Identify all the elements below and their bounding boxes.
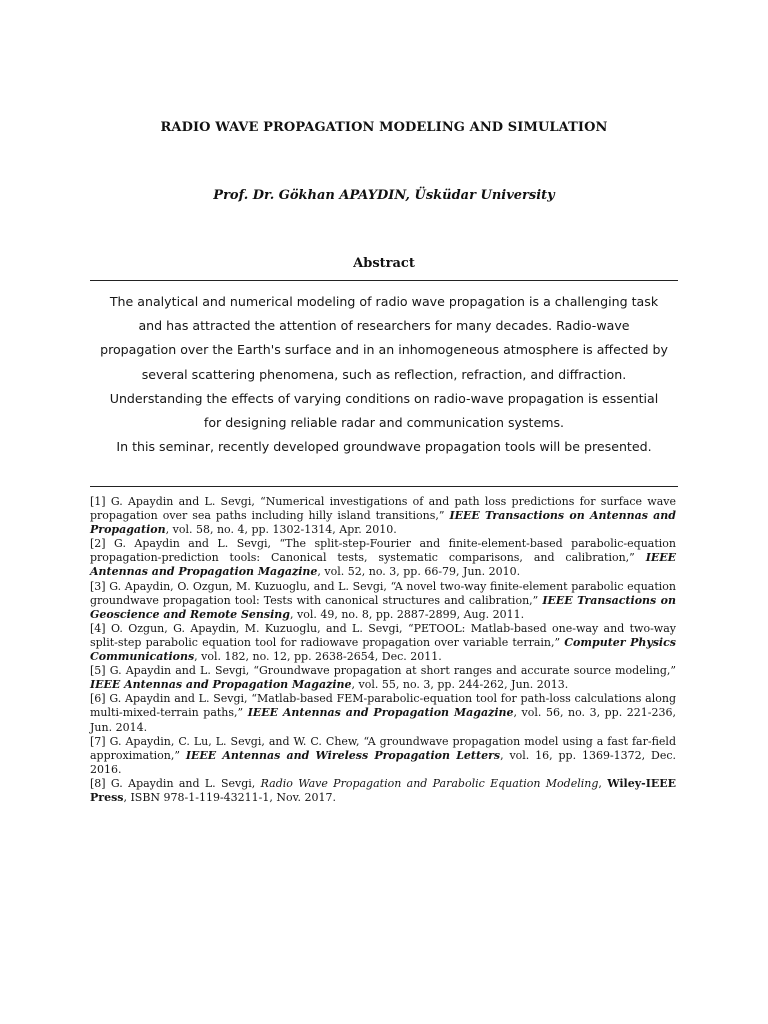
abstract-line: In this seminar, recently developed groundwave propagation tools will be presented. [116,439,652,455]
reference-item-3 [90,580,676,622]
reference-citation: [1] G. Apaydin and L. Sevgi, “Numerical investigations of and path loss predictions for surface wave propagation over sea paths including hilly island transitions,” [90,495,676,523]
reference-details: , vol. 52, no. 3, pp. 66-79, Jun. 2010. [317,565,521,579]
reference-separator: , [598,776,608,790]
references-top-divider [90,486,678,487]
abstract-body [88,290,680,459]
reference-item-7 [90,735,676,777]
reference-publisher: Wiley-IEEE Press [90,776,676,804]
abstract-line: for designing reliable radar and communication systems. [203,415,565,431]
reference-citation: [6] G. Apaydin and L. Sevgi, “Matlab-based FEM-parabolic-equation tool for path-loss calculations along multi-mixed-terrain paths,” [90,692,676,720]
abstract-line: The analytical and numerical modeling of radio wave propagation is a challenging task [109,294,659,309]
reference-details: , vol. 56, no. 3, pp. 221-236, Jun. 2014. [90,706,676,734]
reference-book-title: Radio Wave Propagation and Parabolic Equation Modeling [260,776,599,790]
reference-citation: [8] G. Apaydin and L. Sevgi, [90,776,261,790]
abstract-line: propagation over the Earth's surface and in an inhomogeneous atmosphere is affected by [100,342,668,358]
abstract-line: several scattering phenomena, such as reflection, refraction, and diffraction. [141,366,627,382]
abstract-top-divider [90,280,678,281]
reference-details: , vol. 55, no. 3, pp. 244-262, Jun. 2013. [351,678,569,692]
reference-citation: [7] G. Apaydin, C. Lu, L. Sevgi, and W. C. Chew, “A groundwave propagation model using a fast far-field approximation,” [90,734,676,762]
reference-venue: IEEE Transactions on Antennas and Propagation [90,509,676,537]
reference-venue: IEEE Antennas and Wireless Propagation Letters [185,748,501,762]
reference-details: , vol. 16, pp. 1369-1372, Dec. 2016. [90,748,677,776]
abstract-heading: Abstract [353,256,415,271]
reference-citation: [2] G. Apaydin and L. Sevgi, “The split-step-Fourier and finite-element-based parabolic-equation propagation-prediction tools: Canonical tests, systematic comparisons, and calibration,” [90,537,676,565]
document-title: RADIO WAVE PROPAGATION MODELING AND SIMULATION [160,120,608,135]
abstract-line: Understanding the effects of varying conditions on radio-wave propagation is essential [109,390,659,406]
abstract-line: and has attracted the attention of researchers for many decades. Radio-wave [138,318,630,334]
reference-venue: IEEE Antennas and Propagation Magazine [247,706,514,720]
reference-item-4 [90,622,676,664]
reference-item-2 [90,537,676,579]
reference-details: , vol. 182, no. 12, pp. 2638-2654, Dec. 2011. [194,650,442,664]
reference-details: , vol. 49, no. 8, pp. 2887-2899, Aug. 2011. [290,607,525,621]
reference-details: , vol. 58, no. 4, pp. 1302-1314, Apr. 2010. [165,523,397,537]
author-line: Prof. Dr. Gökhan APAYDIN, Üsküdar University [213,188,555,203]
reference-item-1 [90,495,676,537]
reference-details: , ISBN 978-1-119-43211-1, Nov. 2017. [123,790,337,804]
reference-citation: [5] G. Apaydin and L. Sevgi, “Groundwave propagation at short ranges and accurate source modeling,” [90,664,676,678]
reference-citation: [3] G. Apaydin, O. Ozgun, M. Kuzuoglu, and L. Sevgi, “A novel two-way finite-element parabolic equation groundwave propagation tool: Tests with canonical structures and calibration,” [90,579,676,607]
reference-citation: [4] O. Ozgun, G. Apaydin, M. Kuzuoglu, and L. Sevgi, “PETOOL: Matlab-based one-way and two-way split-step parabolic equation tool for radiowave propagation over variable terrain,” [90,621,676,649]
reference-venue: Computer Physics Communications [90,635,676,664]
reference-item-6 [90,692,676,734]
reference-venue: IEEE Antennas and Propagation Magazine [90,551,676,579]
reference-venue: IEEE Antennas and Propagation Magazine [90,678,352,692]
reference-item-8 [90,777,676,805]
reference-list [90,495,676,805]
reference-item-5 [90,664,676,692]
reference-venue: IEEE Transactions on Geoscience and Remote Sensing [90,593,676,621]
